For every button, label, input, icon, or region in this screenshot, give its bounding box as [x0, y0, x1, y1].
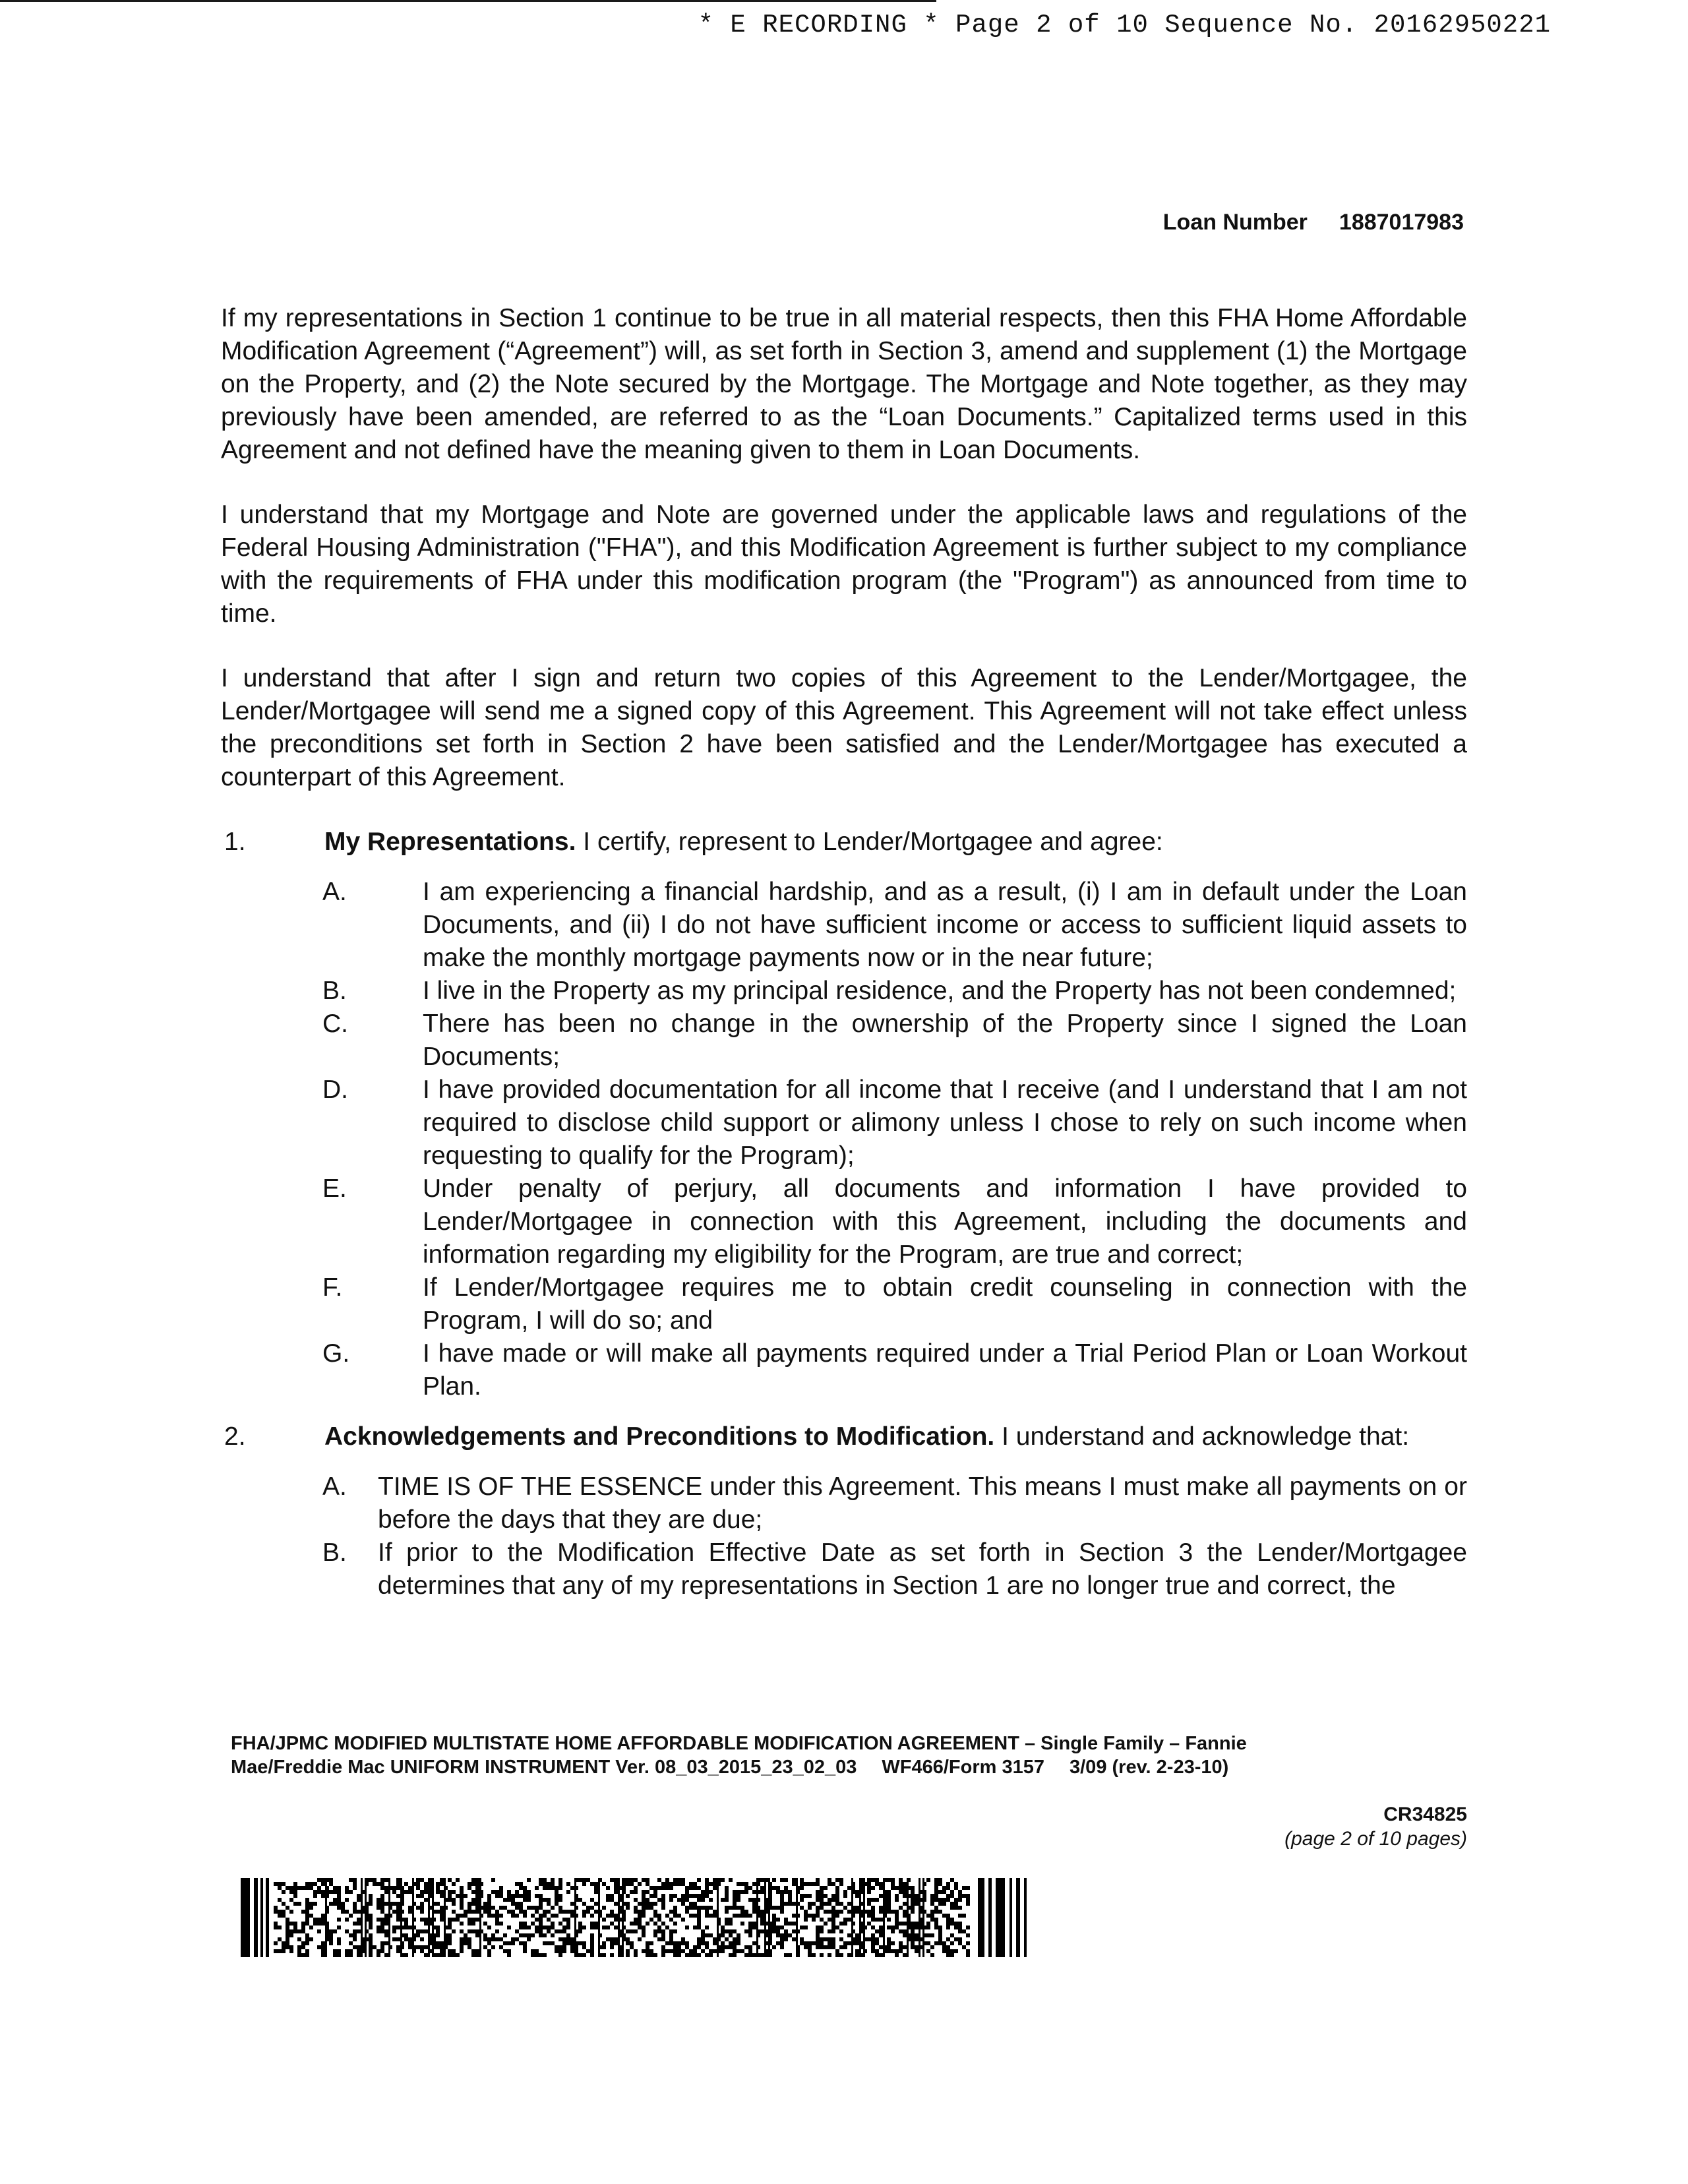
section-number: 2. [224, 1422, 246, 1451]
list-item: B. If prior to the Modification Effective Date as set forth in Section 3 the Lender/Mortgagee determines that any of my representations in Section 1 are no longer true and correct, the [322, 1538, 1467, 1600]
list-item: F. If Lender/Mortgagee requires me to obtain credit counseling in connection with the Program, I will do so; and [322, 1273, 1467, 1335]
list-item: D. I have provided documentation for all income that I receive (and I understand that I am not required to disclose child support or alimony unless I chose to rely on such income when requesting to qualify for the Program); [322, 1076, 1467, 1170]
section-title: My Representations. [324, 828, 576, 856]
list-item: A. TIME IS OF THE ESSENCE under this Agreement. This means I must make all payments on or before the days that they are due; [322, 1472, 1467, 1534]
section-2-heading [221, 1420, 1467, 1453]
list-item: E. Under penalty of perjury, all documents and information I have provided to Lender/Mortgagee in connection with this Agreement, including the documents and information regarding my eligibility for the Program, are true and correct; [322, 1174, 1467, 1269]
paragraph-signing: I understand that after I sign and return two copies of this Agreement to the Lender/Mortgagee, the Lender/Mortgagee will send me a signed copy of this Agreement. This Agreement will not take effect unless the preconditions set forth in Section 2 have been satisfied and the Lender/Mortgagee has executed a counterpart of this Agreement. [221, 664, 1467, 791]
section-intro: I certify, represent to Lender/Mortgagee and agree: [583, 828, 1163, 856]
recording-header: * E RECORDING * Page 2 of 10 Sequence No. 20162950221 [698, 11, 1551, 40]
section-number: 1. [224, 828, 246, 856]
list-item: A. I am experiencing a financial hardship, and as a result, (i) I am in default under the Loan Documents, and (ii) I do not have sufficient income or access to sufficient liquid assets to make the monthly mortgage payments now or in the near future; [322, 878, 1467, 972]
loan-number-label: Loan Number [1162, 210, 1308, 235]
paragraph-intro: If my representations in Section 1 continue to be true in all material respects, then this FHA Home Affordable Modification Agreement (“Agreement”) will, as set forth in Section 3, amend and supplement (1) the Mortgage on the Property, and (2) the Note secured by the Mortgage. The Mortgage and Note together, as they may previously have been amended, are referred to as the “Loan Documents.” Capitalized terms used in this Agreement and not defined have the meaning given to them in Loan Documents. [221, 304, 1467, 464]
loan-number-value: 1887017983 [1339, 210, 1464, 235]
loan-number-line [1163, 210, 1464, 235]
footer-title-line2: Mae/Freddie Mac UNIFORM INSTRUMENT Ver. 08_03_2015_23_02_03 WF466/Form 3157 3/09 (rev. 2-23-10) [231, 1757, 1229, 1778]
section-title: Acknowledgements and Preconditions to Modification. [324, 1422, 995, 1451]
barcode-icon [241, 1878, 1029, 1957]
paragraph-fha: I understand that my Mortgage and Note are governed under the applicable laws and regulations of the Federal Housing Administration ("FHA"), and this Modification Agreement is further subject to my compliance with the requirements of FHA under this modification program (the "Program") as announced from time to time. [221, 501, 1467, 628]
list-item: C. There has been no change in the ownership of the Property since I signed the Loan Documents; [322, 1010, 1467, 1071]
section-1-heading [221, 826, 1467, 859]
page-note: (page 2 of 10 pages) [1284, 1828, 1467, 1850]
section-intro: I understand and acknowledge that: [1002, 1422, 1410, 1451]
document-body [221, 302, 1467, 1620]
form-code-block [1284, 1803, 1467, 1852]
form-footer-title [231, 1732, 1451, 1779]
list-item: B. I live in the Property as my principal residence, and the Property has not been condemned; [322, 977, 1457, 1005]
footer-title-line1: FHA/JPMC MODIFIED MULTISTATE HOME AFFORDABLE MODIFICATION AGREEMENT – Single Family – Fannie [231, 1733, 1247, 1754]
form-code: CR34825 [1383, 1804, 1467, 1825]
top-rule [0, 0, 936, 2]
list-item: G. I have made or will make all payments required under a Trial Period Plan or Loan Workout Plan. [322, 1339, 1467, 1401]
section-1-items [320, 876, 1467, 1403]
section-2-items [320, 1471, 1467, 1602]
